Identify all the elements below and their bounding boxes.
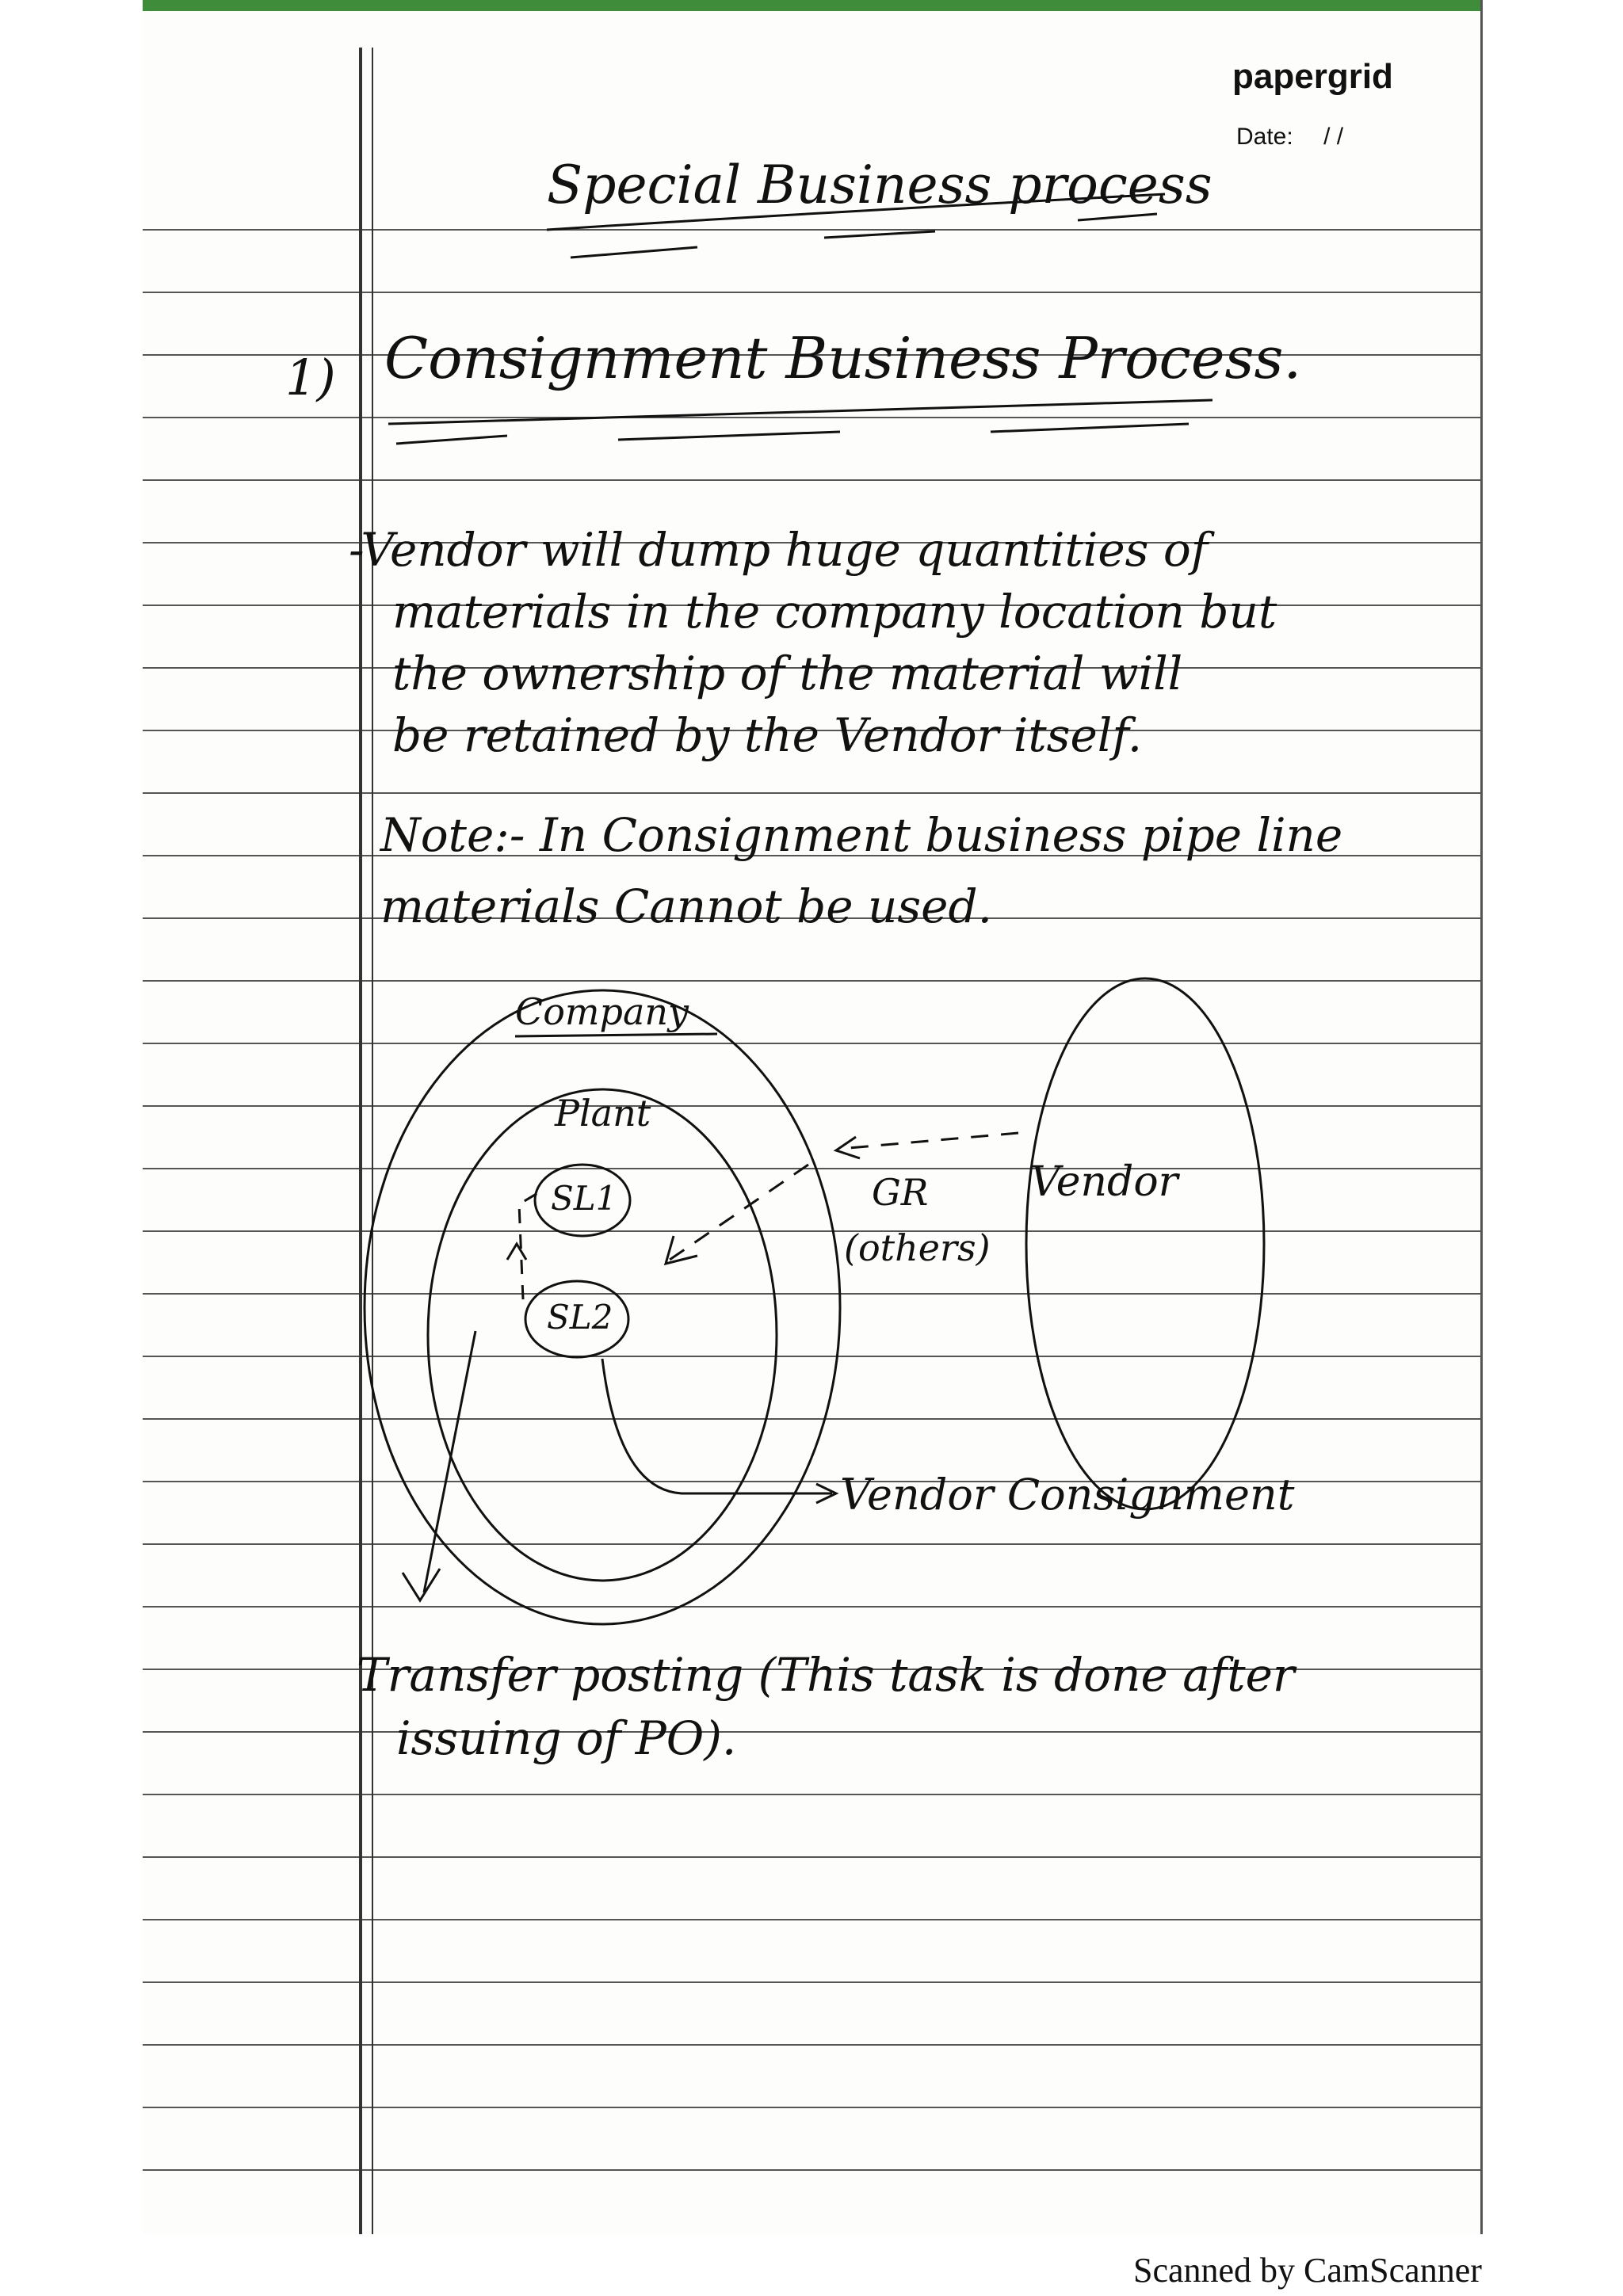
diagram-company-label: Company — [515, 990, 689, 1033]
date-label: Date: — [1236, 124, 1293, 150]
diagram-gr-label: GR — [872, 1171, 929, 1214]
gr-dashed-arrow — [840, 1133, 1018, 1149]
transfer-line-2: issuing of PO). — [396, 1711, 737, 1765]
note-line-1: Note:- In Consignment business pipe line — [380, 808, 1343, 862]
scanner-watermark: Scanned by CamScanner — [1133, 2251, 1482, 2290]
diagram-others-label: (others) — [844, 1226, 991, 1269]
page-title: Special Business process — [547, 154, 1212, 215]
section-heading: Consignment Business Process. — [384, 325, 1302, 391]
diagram-plant-label: Plant — [555, 1092, 651, 1135]
diagram-sl2-label: SL2 — [547, 1298, 613, 1337]
section-number: 1) — [285, 349, 336, 406]
body-line-1: -Vendor will dump huge quantities of — [349, 523, 1209, 577]
body-line-2: materials in the company location but — [392, 585, 1277, 639]
vendor-consignment-pointer — [602, 1359, 832, 1493]
vendor-circle — [1026, 978, 1264, 1509]
brand-logo: papergrid — [1232, 57, 1393, 96]
transfer-down-arrowhead — [403, 1569, 440, 1600]
plant-dashed-arrow — [670, 1165, 808, 1260]
body-line-3: the ownership of the material will — [392, 646, 1183, 700]
note-line-2: materials Cannot be used. — [380, 879, 993, 933]
diagram-vendor-label: Vendor — [1030, 1158, 1178, 1206]
sl-up-arrowhead — [507, 1244, 526, 1260]
company-underline — [515, 1034, 717, 1036]
diagram-sl1-label: SL1 — [551, 1179, 617, 1218]
transfer-down-line — [424, 1331, 475, 1592]
body-line-4: be retained by the Vendor itself. — [392, 708, 1143, 762]
date-value: / / — [1323, 124, 1344, 150]
transfer-line-1: Transfer posting (This task is done after — [357, 1648, 1295, 1702]
diagram-vendor-consignment-label: Vendor Consignment — [840, 1470, 1295, 1520]
